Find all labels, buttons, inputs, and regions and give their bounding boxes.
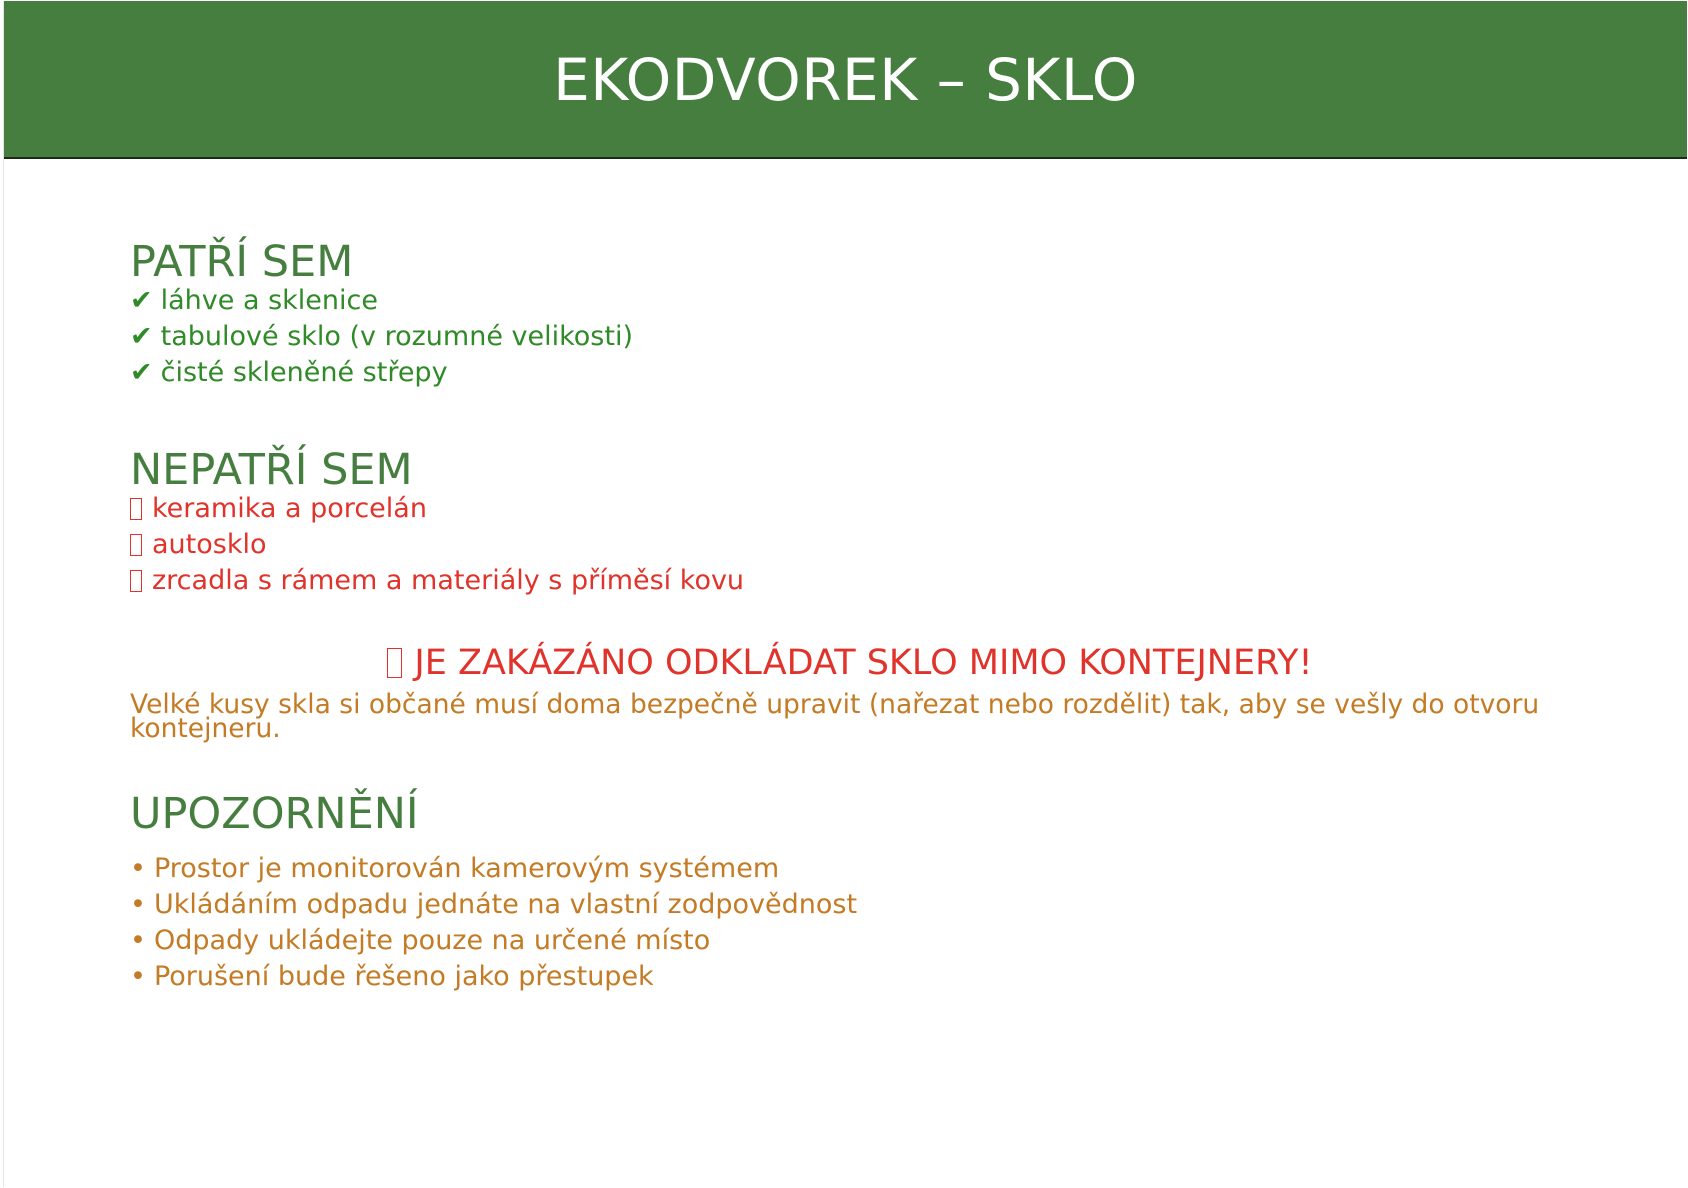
bullet-icon: • bbox=[130, 853, 146, 884]
notice-list bbox=[130, 851, 857, 995]
sign-page bbox=[3, 1, 1686, 1187]
checkmark-icon: ✔ bbox=[130, 285, 153, 316]
header-banner bbox=[4, 1, 1687, 159]
list-item: • Odpady ukládejte pouze na určené místo bbox=[130, 923, 857, 959]
list-item: • Ukládáním odpadu jednáte na vlastní zodpovědnost bbox=[130, 887, 857, 923]
checkmark-icon: ✔ bbox=[130, 321, 153, 352]
notice-heading: UPOZORNĚNÍ bbox=[130, 789, 419, 839]
list-item: ✔ láhve a sklenice bbox=[130, 283, 633, 319]
missing-glyph-box-icon bbox=[130, 570, 142, 592]
prohibition-note: Velké kusy skla si občané musí doma bezpečně upravit (nařezat nebo rozdělit) tak, aby se vešly do otvoru kontejneru. bbox=[130, 689, 1540, 744]
missing-glyph-box-icon bbox=[130, 534, 142, 556]
list-item: zrcadla s rámem a materiály s příměsí kovu bbox=[130, 563, 744, 599]
list-item: keramika a porcelán bbox=[130, 491, 744, 527]
prohibition-warning: JE ZAKÁZÁNO ODKLÁDAT SKLO MIMO KONTEJNERY! bbox=[130, 643, 1570, 683]
missing-glyph-box-icon bbox=[387, 648, 402, 678]
page-title: EKODVOREK – SKLO bbox=[553, 46, 1138, 114]
bullet-icon: • bbox=[130, 961, 146, 992]
not-belongs-list bbox=[130, 491, 744, 599]
list-item: • Prostor je monitorován kamerovým systémem bbox=[130, 851, 857, 887]
list-item: • Porušení bude řešeno jako přestupek bbox=[130, 959, 857, 995]
bullet-icon: • bbox=[130, 925, 146, 956]
checkmark-icon: ✔ bbox=[130, 357, 153, 388]
list-item: ✔ čisté skleněné střepy bbox=[130, 355, 633, 391]
belongs-heading: PATŘÍ SEM bbox=[130, 237, 354, 287]
not-belongs-heading: NEPATŘÍ SEM bbox=[130, 445, 413, 495]
list-item: ✔ tabulové sklo (v rozumné velikosti) bbox=[130, 319, 633, 355]
belongs-list bbox=[130, 283, 633, 391]
bullet-icon: • bbox=[130, 889, 146, 920]
list-item: autosklo bbox=[130, 527, 744, 563]
missing-glyph-box-icon bbox=[130, 498, 142, 520]
